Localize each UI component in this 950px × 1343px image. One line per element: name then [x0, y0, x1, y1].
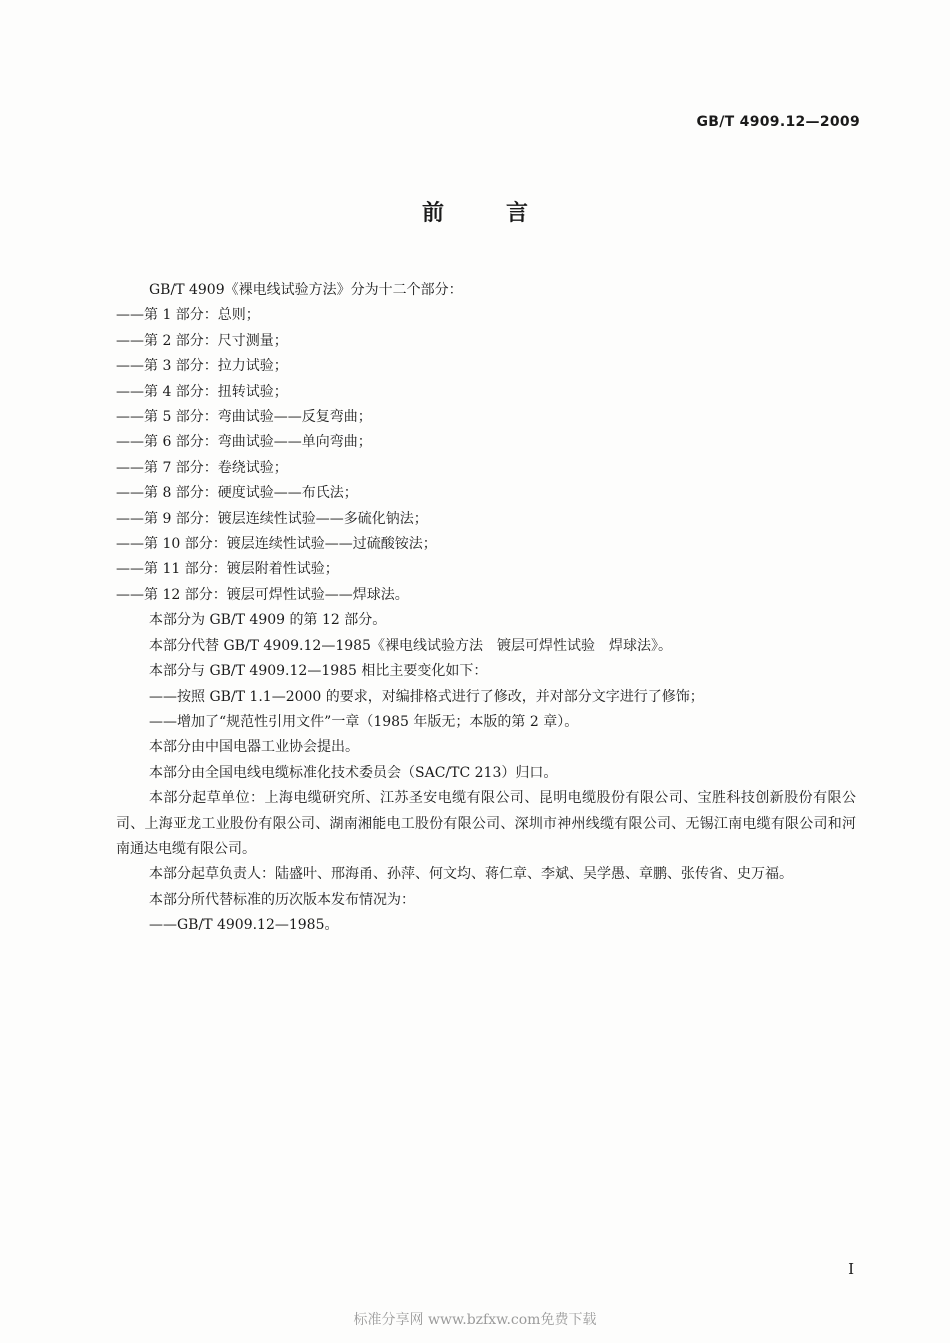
list-item: ——第 1 部分：总则； [116, 307, 260, 324]
list-item: ——第 12 部分：镀层可焊性试验——焊球法。 [116, 586, 409, 603]
text-line: 本部分与 GB/T 4909.12—1985 相比主要变化如下： [149, 663, 488, 680]
list-item: ——第 7 部分：卷绕试验； [116, 459, 288, 476]
list-item: ——第 8 部分：硬度试验——布氏法； [116, 485, 358, 502]
page-title: 前言 [421, 201, 590, 226]
text-line: 本部分代替 GB/T 4909.12—1985《裸电线试验方法 镀层可焊性试验 焊球法》。 [149, 637, 672, 654]
list-item: ——第 6 部分：弯曲试验——单向弯曲； [116, 434, 372, 451]
list-item: ——第 3 部分：拉力试验； [116, 358, 288, 375]
text-line: 本部分由全国电线电缆标准化技术委员会（SAC/TC 213）归口。 [149, 764, 558, 781]
standard-number: GB/T 4909.12—2009 [696, 114, 860, 130]
list-item: ——第 4 部分：扭转试验； [116, 383, 288, 400]
list-item: ——第 11 部分：镀层附着性试验； [116, 561, 339, 578]
text-line: 本部分所代替标准的历次版本发布情况为： [149, 891, 415, 908]
list-item: ——第 5 部分：弯曲试验——反复弯曲； [116, 409, 372, 426]
drafting-units-paragraph: 本部分起草单位：上海电缆研究所、江苏圣安电缆有限公司、昆明电缆股份有限公司、宝胜科技创新股份有限公司、上海亚龙工业股份有限公司、湖南湘能电工股份有限公司、深圳市神州线缆有限公司、无锡江南电缆有限公司和河南通达电缆有限公司。 [116, 790, 856, 857]
text-line: 本部分由中国电器工业协会提出。 [149, 739, 359, 756]
text-line: 本部分为 GB/T 4909 的第 12 部分。 [149, 612, 387, 629]
list-item: ——按照 GB/T 1.1—2000 的要求，对编排格式进行了修改，并对部分文字进行了修饰； [149, 688, 704, 705]
list-item: ——第 10 部分：镀层连续性试验——过硫酸铵法； [116, 536, 437, 553]
text-line: GB/T 4909《裸电线试验方法》分为十二个部分： [149, 282, 463, 298]
text-line: 本部分起草负责人：陆盛叶、邢海甬、孙萍、何文均、蒋仁章、李斌、吴学愚、章鹏、张传省、史万福。 [149, 866, 793, 883]
list-item: ——增加了“规范性引用文件”一章（1985 年版无；本版的第 2 章）。 [149, 713, 579, 730]
document-body [116, 278, 856, 939]
watermark: 标准分享网 www.bzfxw.com免费下载 [353, 1312, 597, 1328]
page-number: I [848, 1260, 854, 1278]
list-item: ——第 9 部分：镀层连续性试验——多硫化钠法； [116, 510, 428, 527]
list-item: ——GB/T 4909.12—1985。 [149, 917, 339, 934]
list-item: ——第 2 部分：尺寸测量； [116, 332, 288, 349]
